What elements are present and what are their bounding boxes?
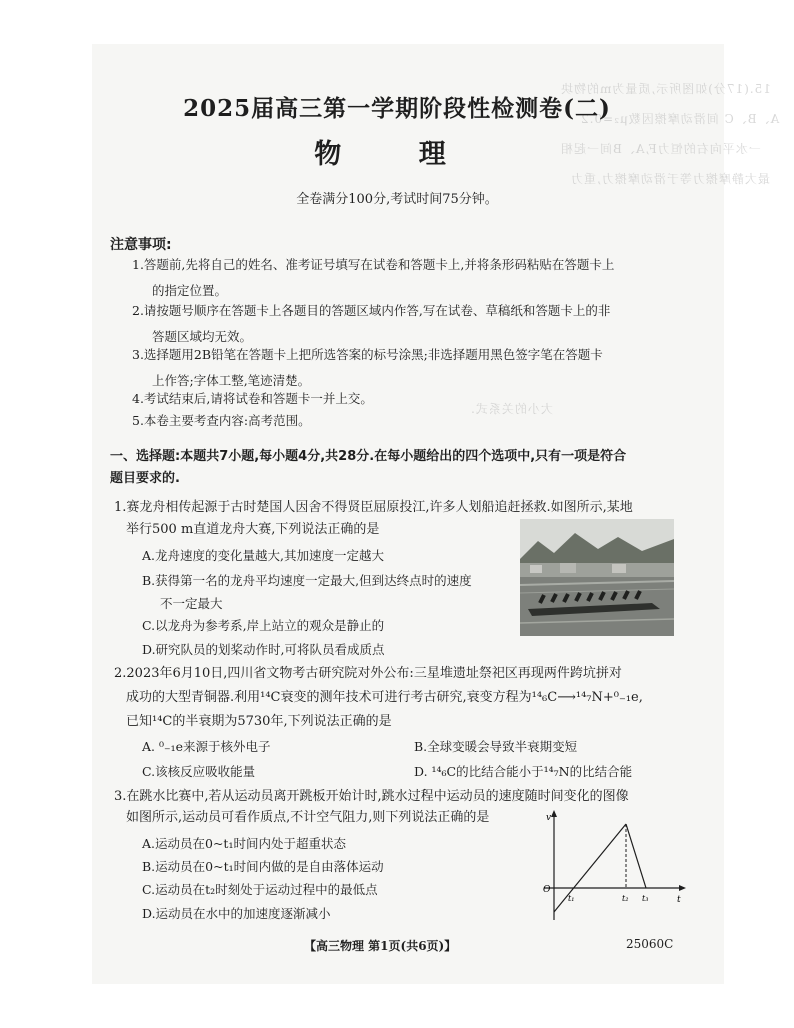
question-1-option-a: A.龙舟速度的变化量越大,其加速度一定越大 bbox=[142, 548, 384, 563]
section-heading-line: 题目要求的. bbox=[110, 471, 180, 486]
question-2-option-d: D. ¹⁴₆C的比结合能小于¹⁴₇N的比结合能 bbox=[414, 764, 633, 779]
page-footer: 【高三物理 第1页(共6页)】 bbox=[304, 939, 457, 953]
bleed-through-text: 最大静摩擦力等于滑动摩擦力,重力 bbox=[570, 172, 770, 186]
section-heading bbox=[110, 446, 696, 490]
exam-info: 全卷满分100分,考试时间75分钟。 bbox=[296, 192, 498, 207]
note-line: 3.选择题用2B铅笔在答题卡上把所选答案的标号涂黑;非选择题用黑色签字笔在答题卡 bbox=[132, 347, 603, 362]
question-3-stem: 如图所示,运动员可看作质点,不计空气阻力,则下列说法正确的是 bbox=[126, 810, 490, 825]
question-1-stem: 1.赛龙舟相传起源于古时楚国人因舍不得贤臣屈原投江,许多人划船追赶拯救.如图所示,某地 bbox=[114, 500, 633, 515]
question-1-option-b: B.获得第一名的龙舟平均速度一定最大,但到达终点时的速度 bbox=[142, 573, 472, 588]
dragon-boat-illustration bbox=[520, 519, 674, 636]
question-2-stem: 已知¹⁴C的半衰期为5730年,下列说法正确的是 bbox=[126, 714, 392, 729]
v-axis-arrow bbox=[551, 810, 557, 817]
t-axis-arrow bbox=[679, 885, 686, 891]
note-line: 上作答;字体工整,笔迹清楚。 bbox=[152, 373, 311, 388]
dragon-boat-photo bbox=[520, 519, 674, 636]
velocity-time-graph bbox=[538, 808, 688, 928]
question-2-stem: 2.2023年6月10日,四川省文物考古研究院对外公布:三星堆遗址祭祀区再现两件跨坑拼对 bbox=[114, 666, 622, 681]
question-2-option-c: C.该核反应吸收能量 bbox=[142, 764, 256, 779]
question-1-option-c: C.以龙舟为参考系,岸上站立的观众是静止的 bbox=[142, 618, 385, 633]
note-line: 4.考试结束后,请将试卷和答题卡一并上交。 bbox=[132, 391, 373, 406]
question-2-option-a: A. ⁰₋₁e来源于核外电子 bbox=[142, 739, 271, 754]
question-3-option-d: D.运动员在水中的加速度逐渐减小 bbox=[142, 906, 331, 921]
t3-label: t₃ bbox=[642, 894, 649, 903]
t-axis-label: t bbox=[677, 895, 681, 905]
question-3-option-b: B.运动员在0~t₁时间内做的是自由落体运动 bbox=[142, 859, 384, 874]
paper-code: 25060C bbox=[626, 937, 674, 951]
question-3-option-c: C.运动员在t₂时刻处于运动过程中的最低点 bbox=[142, 882, 378, 897]
question-1-option-b-cont: 不一定最大 bbox=[160, 596, 223, 611]
bleed-through-text: 大小的关系式. bbox=[470, 402, 553, 416]
note-line: 的指定位置。 bbox=[152, 283, 228, 298]
question-2-option-b: B.全球变暖会导致半衰期变短 bbox=[414, 739, 578, 754]
bleed-through-text: 一水平向右的恒力F,A、B间一起相 bbox=[560, 142, 761, 156]
t1-label: t₁ bbox=[568, 894, 575, 903]
v-axis-label: v bbox=[546, 813, 552, 823]
question-1-option-d: D.研究队员的划桨动作时,可将队员看成质点 bbox=[142, 642, 385, 657]
exam-title: 2025届高三第一学期阶段性检测卷(二) bbox=[183, 95, 611, 122]
question-2-stem: 成功的大型青铜器.利用¹⁴C衰变的测年技术可进行考古研究,衰变方程为¹⁴₆C⟶¹⁴₇N+⁰₋₁e, bbox=[126, 690, 643, 705]
notes-heading: 注意事项: bbox=[110, 237, 172, 253]
velocity-rising-segment bbox=[554, 824, 629, 912]
question-3-stem: 3.在跳水比赛中,若从运动员离开跳板开始计时,跳水过程中运动员的速度随时间变化的图像 bbox=[114, 789, 629, 804]
bleed-through-text: A、B、C 间滑动摩擦因数μ₂=0.2 bbox=[580, 112, 780, 126]
bleed-through-text: 15.(17分)如图所示,质量为m的物块 bbox=[560, 82, 771, 96]
question-1-stem: 举行500 m直道龙舟大赛,下列说法正确的是 bbox=[126, 522, 380, 537]
note-line: 1.答题前,先将自己的姓名、准考证号填写在试卷和答题卡上,并将条形码粘贴在答题卡上 bbox=[132, 257, 615, 272]
velocity-falling-segment bbox=[626, 824, 646, 888]
note-line: 2.请按题号顺序在答题卡上各题目的答题区域内作答,写在试卷、草稿纸和答题卡上的非 bbox=[132, 303, 611, 318]
origin-label: O bbox=[543, 885, 551, 895]
t2-label: t₂ bbox=[622, 894, 629, 903]
question-3-option-a: A.运动员在0~t₁时间内处于超重状态 bbox=[142, 836, 346, 851]
section-heading-line: 一、选择题:本题共7小题,每小题4分,共28分.在每小题给出的四个选项中,只有一项是符合 bbox=[110, 449, 627, 464]
note-line: 答题区域均无效。 bbox=[152, 329, 253, 344]
note-line: 5.本卷主要考查内容:高考范围。 bbox=[132, 413, 311, 428]
subject-name: 物 理 bbox=[314, 139, 480, 170]
